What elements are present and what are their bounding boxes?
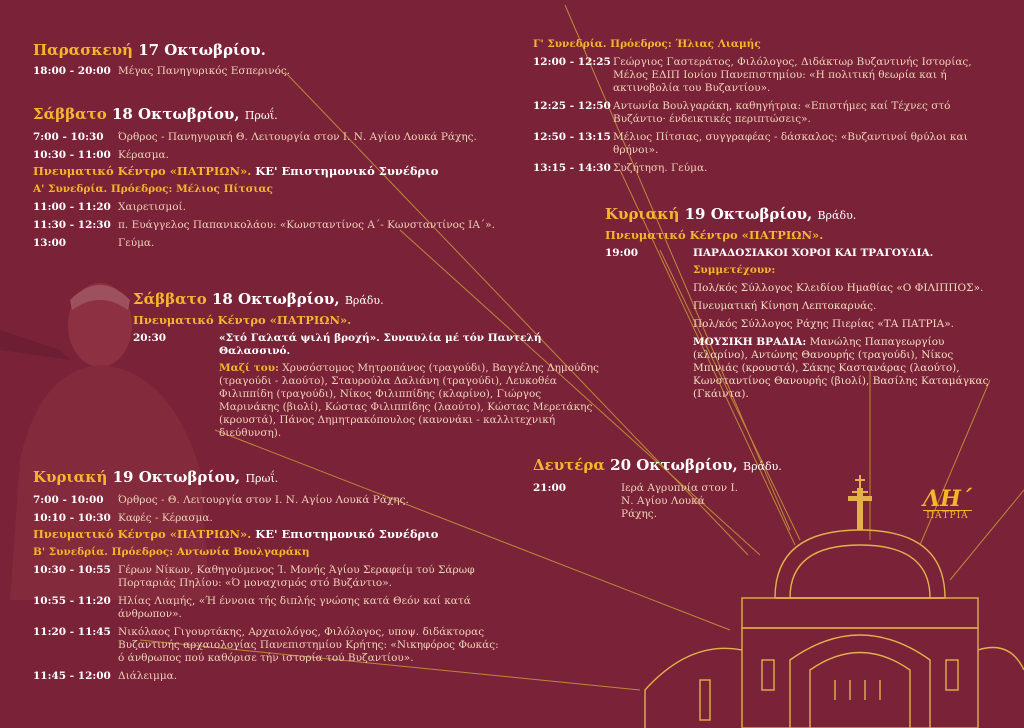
session-heading [33, 546, 503, 559]
item-time: 10:30 - 11:00 [33, 149, 111, 161]
sunday-evening-heading [605, 204, 990, 226]
music-label: ΜΟΥΣΙΚΗ ΒΡΑΔΙΑ: [693, 336, 807, 348]
day-date: 17 Οκτωβρίου. [138, 41, 266, 59]
list-item [533, 482, 833, 521]
item-desc: Χαιρετισμοί. [118, 201, 186, 213]
list-item [33, 670, 503, 683]
day-part: Βράδυ. [743, 460, 782, 473]
list-item [533, 162, 988, 175]
item-time: 20:30 [133, 332, 167, 344]
item-desc: Κέρασμα. [118, 149, 169, 161]
day-name: Σάββατο [133, 290, 207, 308]
venue-line [33, 165, 518, 178]
item-time: 7:00 - 10:30 [33, 131, 104, 143]
item-desc: Γεύμα. [118, 237, 155, 249]
item-desc: Γέρων Νίκων, Καθηγούμενος Ί. Μονής Άγίου Σεραφείμ τού Σάρωφ Πορταριάς Πηλίου: «Ό μοναχισμός στό Βυζάντιο». [118, 564, 475, 589]
list-item [605, 247, 990, 260]
list-item [33, 237, 518, 250]
item-time: 21:00 [533, 482, 567, 494]
event-title: ΠΑΡΑΔΟΣΙΑΚΟΙ ΧΟΡΟΙ ΚΑΙ ΤΡΑΓΟΥΔΙΑ. [693, 247, 934, 259]
day-name: Παρασκευή [33, 41, 133, 59]
item-desc: Μέγας Πανηγυρικός Εσπερινός. [118, 65, 291, 77]
venue-name: Πνευματικό Κέντρο «ΠΑΤΡΙΩΝ». [133, 313, 352, 327]
item-time: 10:10 - 10:30 [33, 512, 111, 524]
session-chair: Ήλιας Λιαμής [675, 38, 761, 50]
sunday-morning-heading [33, 467, 503, 489]
conference-name: ΚΕ' Επιστημονικό Συνέδριο [255, 164, 439, 178]
day-date: 18 Οκτωβρίου, [111, 105, 240, 123]
session-c-section [533, 38, 988, 175]
day-part: Βράδυ. [344, 294, 384, 307]
item-time: 11:30 - 12:30 [33, 219, 111, 231]
session-heading [533, 38, 988, 51]
day-date: 20 Οκτωβρίου, [610, 456, 738, 474]
event-title: «Στό Γαλατά ψιλή βροχή». Συναυλία μέ τόν Παντελή Θαλασσινό. [219, 332, 542, 357]
list-item [33, 65, 333, 78]
performers-list: Χρυσόστομος Μητροπάνος (τραγούδι), Βαγγέλης Δημούδης (τραγούδι - λαούτο), Σταυρούλα Δαλιάνη (τραγούδι), Λευκοθέα Φιλιππίδη (τραγούδι), Νίκος Φιλιππίδης (κλαρίνο), Γιώργος Μαρινάκης (βιολί), Κώστας Φιλιππίδης (λαούτο), Κώστας Μερετάκης (κρουστά), Πάνος Δημητρακόπουλος (κανονάκι - καλλιτεχνική διεύθυνση). [219, 362, 599, 439]
day-date: 19 Οκτωβρίου, [112, 468, 241, 486]
cross-icon [848, 488, 872, 530]
day-name: Κυριακή [605, 205, 680, 223]
list-item [33, 564, 503, 590]
sunday-evening-section [605, 204, 990, 401]
item-time: 12:25 - 12:50 [533, 100, 611, 112]
day-part: Βράδυ. [817, 209, 857, 222]
item-time: 7:00 - 10:00 [33, 494, 104, 506]
item-desc: Αντωνία Βουλγαράκη, καθηγήτρια: «Επιστήμες καί Τέχνες στό Βυζάντιο· ένδεικτικές περιπτώσεις». [613, 100, 951, 125]
logo-number: ΛΗ΄ [923, 486, 972, 512]
list-item [33, 512, 503, 525]
list-item [133, 332, 603, 358]
session-chair: Μέλιος Πίτσιας [176, 183, 273, 195]
item-desc: Ιερά Αγρυπνία στον Ι. Ν. Αγίου Λουκά Ράχης. [621, 482, 738, 520]
list-item [33, 219, 518, 232]
music-list: Μανώλης Παπαγεωργίου (κλαρίνο), Αντώνης Θανουρής (τραγούδι), Νίκος Μπινιάς (κρουστά), Σάκης Καστανάρας (λαούτο), Κωνσταντίνος Θανουρής (βιολί), Βασίλης Καταμάγκας (Γκάιντα). [693, 336, 989, 400]
performers-label: Μαζί του: [219, 362, 279, 374]
item-desc: Νικόλαος Γιγουρτάκης, Αρχαιολόγος, Φιλόλογος, υποψ. διδάκτορας Βυζαντινής αρχαιολογίας Πανεπιστημίου Κρήτης: «Νικηφόρος Φωκάς: ό άνθρωπος πού καθόρισε τήν ιστορία τού Βυζαντίου». [118, 626, 499, 664]
list-item [33, 494, 503, 507]
saturday-morning-heading [33, 104, 518, 126]
sunday-morning-section [33, 467, 503, 683]
item-time: 11:20 - 11:45 [33, 626, 111, 638]
item-time: 12:00 - 12:25 [533, 56, 611, 68]
day-name: Δευτέρα [533, 456, 605, 474]
item-desc: Όρθρος - Θ. Λειτουργία στον Ι. Ν. Αγίου Λουκά Ράχης. [118, 494, 409, 506]
item-desc: Διάλειμμα. [118, 670, 178, 682]
list-item [33, 626, 503, 665]
item-desc: Γεώργιος Γαστεράτος, Φιλόλογος, Διδάκτωρ Βυζαντινής Ιστορίας, Μέλος ΕΔΙΠ Ιονίου Πανεπιστημίου: «Η πολιτική θεωρία και ή ακτινοβολία του Βυζαντίου». [613, 56, 972, 94]
session-heading [33, 183, 518, 196]
item-time: 12:50 - 13:15 [533, 131, 611, 143]
venue-name: Πνευματικό Κέντρο «ΠΑΤΡΙΩΝ». [605, 228, 824, 242]
conference-name: ΚΕ' Επιστημονικό Συνέδριο [255, 527, 439, 541]
session-label: Γ' Συνεδρία. Πρόεδρος: [533, 38, 672, 50]
logo-text: ΠΑΤΡΙΑ [923, 510, 972, 521]
day-part: Πρωΐ. [245, 472, 279, 485]
festival-logo [923, 488, 972, 521]
participant-item: Πολ/κός Σύλλογος Ράχης Πιερίας «ΤΑ ΠΑΤΡΙΑ». [693, 318, 955, 330]
saturday-evening-heading [133, 289, 603, 311]
item-desc: π. Ευάγγελος Παπανικολάου: «Κωνσταντίνος Α΄- Κωνσταντίνος ΙΑ΄». [118, 219, 495, 231]
day-name: Κυριακή [33, 468, 108, 486]
item-desc: Μέλιος Πίτσιας, συγγραφέας - δάσκαλος: «Βυζαντινοί θρύλοι και θρήνοι». [613, 131, 968, 156]
day-name: Σάββατο [33, 105, 107, 123]
participants-block [693, 264, 990, 401]
list-item [33, 131, 518, 144]
participant-item: Πνευματική Κίνηση Λεπτοκαρυάς. [693, 300, 877, 312]
list-item [533, 131, 988, 157]
participant-item: Πολ/κός Σύλλογος Κλειδίου Ημαθίας «Ο ΦΙΛΙΠΠΟΣ». [693, 282, 984, 294]
day-part: Πρωΐ. [244, 109, 278, 122]
item-desc: Ηλίας Λιαμής, «Ή έννοια τής διπλής γνώσης κατά Θεόν καί κατά άνθρωπον». [118, 595, 471, 620]
venue-name: Πνευματικό Κέντρο «ΠΑΤΡΙΩΝ». [33, 164, 252, 178]
venue-name: Πνευματικό Κέντρο «ΠΑΤΡΙΩΝ». [33, 527, 252, 541]
item-time: 18:00 - 20:00 [33, 65, 111, 77]
list-item [33, 201, 518, 214]
item-time: 11:45 - 12:00 [33, 670, 111, 682]
item-time: 10:30 - 10:55 [33, 564, 111, 576]
session-chair: Αντωνία Βουλγαράκη [176, 546, 310, 558]
friday-heading [33, 40, 333, 60]
day-date: 19 Οκτωβρίου, [684, 205, 813, 223]
item-desc: Συζήτηση. Γεύμα. [613, 162, 708, 174]
item-desc: Όρθρος - Πανηγυρική Θ. Λειτουργία στον Ι. Ν. Αγίου Λουκά Ράχης. [118, 131, 477, 143]
list-item [533, 100, 988, 126]
item-time: 11:00 - 11:20 [33, 201, 111, 213]
item-time: 13:15 - 14:30 [533, 162, 611, 174]
session-label: Α' Συνεδρία. Πρόεδρος: [33, 183, 173, 195]
item-time: 10:55 - 11:20 [33, 595, 111, 607]
list-item [33, 595, 503, 621]
item-time: 13:00 [33, 237, 67, 249]
item-desc: Καφές - Κέρασμα. [118, 512, 213, 524]
monday-section [533, 455, 833, 521]
list-item [533, 56, 988, 95]
item-time: 19:00 [605, 247, 639, 259]
friday-section [33, 40, 333, 78]
saturday-morning-section [33, 104, 518, 250]
participants-label: Συμμετέχουν: [693, 264, 776, 276]
list-item [33, 149, 518, 162]
saturday-evening-section [133, 289, 603, 440]
day-date: 18 Οκτωβρίου, [211, 290, 340, 308]
monday-heading [533, 455, 833, 477]
performers-block [219, 362, 603, 440]
venue-line [33, 528, 503, 541]
session-label: Β' Συνεδρία. Πρόεδρος: [33, 546, 174, 558]
